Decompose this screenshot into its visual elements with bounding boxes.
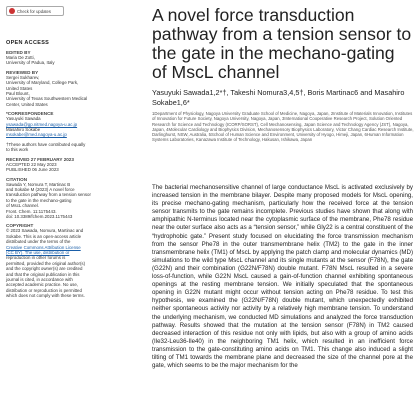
sidebar-line: distribution or reproduction is permitted xyxy=(6,287,82,293)
sidebar-link[interactable]: ysawada@gp.nitmed.nagoya-u.ac.jp xyxy=(6,121,78,127)
sidebar-heading: REVIEWED BY xyxy=(6,69,39,75)
sidebar-heading: *CORRESPONDENCE xyxy=(6,111,54,117)
sidebar-line: to this work xyxy=(6,147,29,153)
check-for-updates-button[interactable] xyxy=(6,6,64,16)
sidebar-line: PUBLISHED 06 June 2023 xyxy=(6,167,59,173)
sidebar-line: reproduction in other forums is xyxy=(6,255,66,261)
sidebar-line: Yasuyuki Sawada xyxy=(6,116,41,122)
abstract-text: The bacterial mechanosensitive channel of large conductance MscL is activated exclusively by increased tension in the membrane bilayer. Despite many proposed models for MscL opening, its precise mechano-gating mechanism, particularly how the received force at the tension sensor transmits to the gate remains incomplete. Previous studies have shown that along with amphipathic N-terminus located near the cytoplasmic surface of the membrane, Phe78 residue near the outer surface also acts as a “tension sensor,” while Gly22 is a central constituent of the “hydrophobic gate.” Present study focused on elucidating the force transmission mechanism from the sensor Phe78 in the outer transmembrane helix (TM2) to the gate in the inner transmembrane helix (TM1) of MscL by applying the patch clamp and molecular dynamics (MD) simulations to the wild type MscL channel and its single mutants at the sensor (F78N), the gate (G22N) and their combination (G22N/F78N) double mutant. F78N MscL resulted in a severe loss-of-function, while G22N MscL caused a gain-of-function channel exhibiting spontaneous openings at the resting membrane tension. We initially speculated that the spontaneous opening in G22N mutant might occur without tension acting on Phe78 residue. To test this hypothesis, we examined the (G22N/F78N) double mutant, which unexpectedly exhibited neither spontaneous activity nor activity by a relatively high membrane tension. To understand the underlying mechanism, we conducted MD simulations and analyzed the force transduction pathway. Results showed that the mutation at the tension sensor (F78N) in TM2 caused decreased interaction of this residue not only with lipids, but also with a group of amino acids (Ile32-Leu36-Ile40) in the neighboring TM1 helix, which resulted in an inefficient force transmission to the gate-constituting amino acids on TM1. This change also induced a slight tilting of TM1 towards the membrane plane and decreased the size of the channel pore at the gate, which seems to be the major mechanism for the xyxy=(152,184,413,370)
sidebar-link[interactable]: Creative Commons Attribution License xyxy=(6,244,81,250)
sidebar-line: Sawada Y, Nomura T, Martinac B xyxy=(6,181,71,187)
sidebar-footnote-lines xyxy=(6,142,84,153)
sidebar-reviewed-by xyxy=(6,69,88,107)
sidebar-line: doi: 10.3389/fchem.2023.1175443 xyxy=(6,213,73,219)
sidebar-dates xyxy=(6,157,84,173)
sidebar-line: United States xyxy=(6,85,33,91)
sidebar-heading: RECEIVED 27 FEBRUARY 2023 xyxy=(6,156,74,162)
sidebar-line: journal is cited, in accordance with xyxy=(6,277,73,282)
sidebar-line: Center, United States xyxy=(6,101,48,107)
sidebar-line: of MscL channel. xyxy=(6,203,40,209)
sidebar-line: Front. Chem. 11:1175443. xyxy=(6,208,57,214)
sidebar-line: ACCEPTED 22 May 2023 xyxy=(6,161,57,167)
sidebar-line: University of Padua, Italy xyxy=(6,60,55,66)
sidebar-citation xyxy=(6,176,91,220)
sidebar-line: University of Texas Southwestern Medical xyxy=(6,96,88,102)
sidebar-line: University of Maryland, College Park, xyxy=(6,80,79,86)
sidebar-heading: COPYRIGHT xyxy=(6,223,34,229)
sidebar-link[interactable]: msokabe@med.nagoya-u.ac.jp xyxy=(6,132,67,138)
sidebar-link[interactable]: (CC BY). The use, distribution or xyxy=(6,249,70,255)
sidebar-heading: CITATION xyxy=(6,176,28,182)
sidebar-line: which does not comply with these terms. xyxy=(6,293,85,299)
affiliations: 1Department of Physiology, Nagoya University Graduate School of Medicine, Nagoya, Japan, 2Institute of Materials Innovation, Institutes of Innovation for Future Society, Nagoya University, Nagoya, Japan, 3International Cooperative Research Project, Solution Oriented Research for Science and Technology (ICORP/SORST), Cell Mechanosensing, Japan Science and Technology Agency (JST), Nagoya, Japan, 4Molecular Cardiology and Biophysics Division, Mechanosensory Biophysics Laboratory, Victor Chang Cardiac Research Institute, Darlinghurst, NSW, Australia, 5School of Human Science and Environment, University of Hyogo, Himeji, Japan, 6Human Information Systems Laboratories, Kanazawa Institute of Technology, Hakusan, Ishikawa, Japan xyxy=(152,111,414,143)
sidebar-line: Masahiro Sokabe xyxy=(6,127,41,133)
sidebar-line: and that the original publication in this xyxy=(6,271,80,277)
sidebar-copyright xyxy=(6,223,84,298)
sidebar-line: © 2023 Sawada, Nomura, Martinac and xyxy=(6,228,84,234)
sidebar-correspondence xyxy=(6,111,84,138)
sidebar-line: Paul Blount, xyxy=(6,91,30,97)
sidebar-line: Sergei Sukharev, xyxy=(6,74,40,80)
sidebar-line: and the copyright owner(s) are credited xyxy=(6,266,83,272)
sidebar-line: and Sokabe M (2023) A novel force xyxy=(6,186,75,192)
sidebar-line: accepted academic practice. No use, xyxy=(6,282,78,288)
sidebar-line: Sokabe. This is an open-access article xyxy=(6,233,82,239)
sidebar-edited-by xyxy=(6,50,84,66)
article-title: A novel force transduction pathway from a tension sensor to the gate in the mechano-gating of MscL channel xyxy=(152,5,412,82)
sidebar-line: †These authors have contributed equally xyxy=(6,141,86,147)
abstract xyxy=(152,184,413,370)
author-list: Yasuyuki Sawada1,2*†, Takeshi Nomura3,4,5†, Boris Martinac6 and Masahiro Sokabe1,6* xyxy=(152,88,405,107)
sidebar-line: to the gate in the mechano-gating xyxy=(6,197,72,203)
sidebar-line: Maria De Zotti, xyxy=(6,55,35,60)
check-for-updates-label: Check for updates xyxy=(17,8,51,14)
article-sidebar xyxy=(6,6,91,299)
open-access-label: OPEN ACCESS xyxy=(6,40,50,46)
sidebar-heading: EDITED BY xyxy=(6,50,31,55)
crossmark-icon xyxy=(9,8,15,14)
sidebar-line: permitted, provided the original author(s) xyxy=(6,260,86,266)
article-header xyxy=(152,6,414,143)
sidebar-line: transduction pathway from a tension sensor xyxy=(6,192,91,198)
sidebar-line: distributed under the terms of the xyxy=(6,239,71,245)
